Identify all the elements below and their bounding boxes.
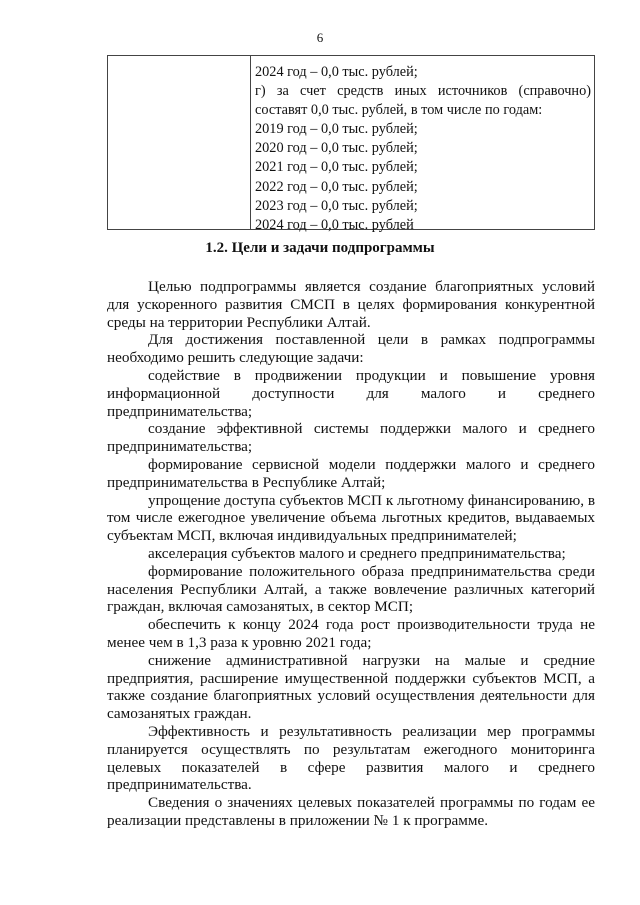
page-number: 6 <box>316 30 324 45</box>
table-border-left <box>107 55 108 230</box>
paragraph: упрощение доступа субъектов МСП к льготному финансированию, в том числе ежегодное увеличение объема льготных кредитов, выдаваемых субъектам МСП, включая индивидуальных предпринимателей; <box>107 491 595 545</box>
cell-line: 2024 год – 0,0 тыс. рублей; <box>255 64 418 80</box>
paragraph: Эффективность и результативность реализации мер программы планируется осуществлять по результатам ежегодного мониторинга целевых показателей в сфере развития малого и среднего предпринимательства. <box>107 722 595 794</box>
paragraph: создание эффективной системы поддержки малого и среднего предпринимательства; <box>107 420 595 456</box>
financing-table <box>107 55 595 233</box>
paragraph: Целью подпрограммы является создание благоприятных условий для ускоренного развития СМСП в целях формирования конкурентной среды на территории Республики Алтай. <box>107 278 595 331</box>
cell-line: составят 0,0 тыс. рублей, в том числе по годам: <box>255 102 543 119</box>
section-body <box>107 278 595 830</box>
cell-line: 2020 год – 0,0 тыс. рублей; <box>255 140 418 157</box>
paragraph: Сведения о значениях целевых показателей программы по годам ее реализации представлены в приложении № 1 к программе. <box>107 794 595 829</box>
paragraph: формирование сервисной модели поддержки малого и среднего предпринимательства в Республике Алтай; <box>107 455 595 491</box>
paragraph: формирование положительного образа предпринимательства среди населения Республики Алтай, а также вовлечение различных категорий граждан, включая самозанятых, в сектор МСП; <box>107 562 595 616</box>
cell-line: 2022 год – 0,0 тыс. рублей; <box>255 178 418 195</box>
cell-line: 2023 год – 0,0 тыс. рублей; <box>255 197 418 214</box>
paragraph: снижение административной нагрузки на малые и средние предприятия, расширение имущественной поддержки субъектов МСП, а также создание благоприятных условий осуществления деятельности для самозанятых граждан. <box>107 651 595 723</box>
cell-line: 2021 год – 0,0 тыс. рублей; <box>255 159 418 176</box>
table-cell-content <box>255 63 591 235</box>
paragraph: обеспечить к концу 2024 года рост производительности труда не менее чем в 1,3 раза к уровню 2021 года; <box>107 616 595 651</box>
cell-line: 2019 год – 0,0 тыс. рублей; <box>255 121 418 138</box>
table-border-right <box>594 55 595 230</box>
table-border-top <box>107 55 595 56</box>
table-column-divider <box>250 55 251 230</box>
cell-line: 2024 год – 0,0 тыс. рублей <box>255 216 414 233</box>
section-heading: 1.2. Цели и задачи подпрограммы <box>205 240 435 256</box>
paragraph: Для достижения поставленной цели в рамках подпрограммы необходимо решить следующие задачи: <box>107 331 595 367</box>
cell-line: г) за счет средств иных источников (справочно) <box>255 83 591 100</box>
paragraph: содействие в продвижении продукции и повышение уровня информационной доступности для малого и среднего предпринимательства; <box>107 366 595 420</box>
paragraph: акселерация субъектов малого и среднего предпринимательства; <box>148 544 566 562</box>
